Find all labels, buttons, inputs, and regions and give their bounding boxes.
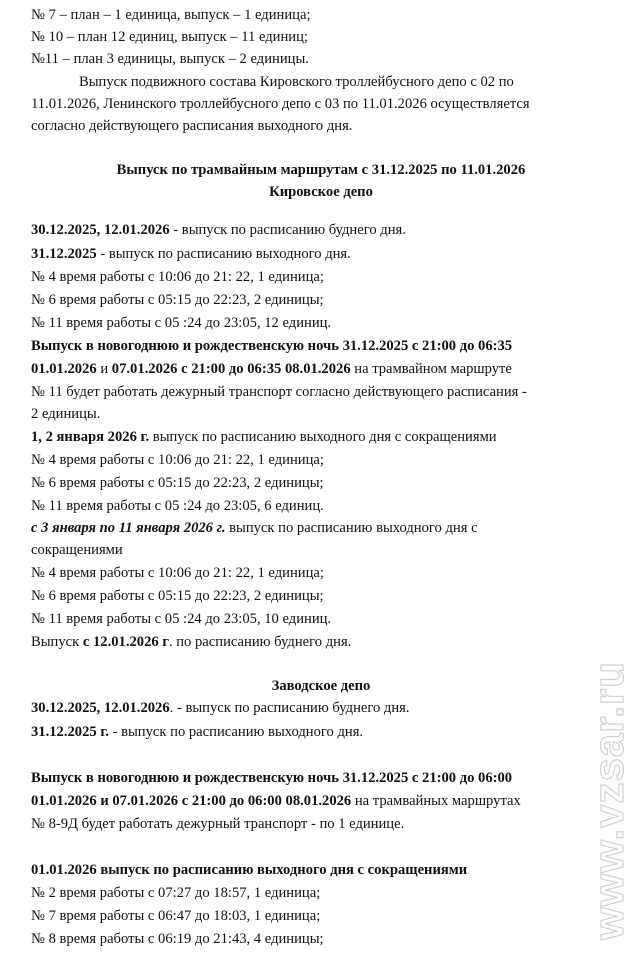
text-line: №11 – план 3 единицы, выпуск – 2 единицы. (31, 51, 309, 67)
text-line: 31.12.2025 г. - выпуск по расписанию выходного дня. (31, 724, 364, 740)
route-line: № 11 время работы с 05 :24 до 23:05, 12 единиц. (31, 315, 332, 331)
route-line: № 8 время работы с 06:19 до 21:43, 4 единицы; (31, 931, 324, 947)
text-line: 1, 2 января 2026 г. выпуск по расписанию выходного дня с сокращениями (31, 429, 497, 445)
route-line: № 4 время работы с 10:06 до 21: 22, 1 единица; (31, 452, 324, 468)
text-line: № 10 – план 12 единиц, выпуск – 11 единиц; (31, 29, 308, 45)
text-line: 01.01.2026 выпуск по расписанию выходного дня с сокращениями (31, 862, 468, 878)
paragraph-line: Выпуск подвижного состава Кировского троллейбусного депо с 02 по (79, 74, 514, 90)
text-line: сокращениями (31, 542, 123, 558)
route-line: № 6 время работы с 05:15 до 22:23, 2 единицы; (31, 588, 324, 604)
night-line: Выпуск в новогоднюю и рождественскую ночь 31.12.2025 с 21:00 до 06:35 (31, 338, 513, 354)
route-line: № 6 время работы с 05:15 до 22:23, 2 единицы; (31, 292, 324, 308)
section-heading: Выпуск по трамвайным маршрутам с 31.12.2025 по 11.01.2026 (116, 162, 526, 178)
route-line: № 2 время работы с 07:27 до 18:57, 1 единица; (31, 885, 321, 901)
text-line: 2 единицы. (31, 406, 101, 422)
night-line: 01.01.2026 и 07.01.2026 с 21:00 до 06:35 08.01.2026 на трамвайном маршруте (31, 361, 512, 377)
night-line: 01.01.2026 и 07.01.2026 с 21:00 до 06:00 08.01.2026 на трамвайных маршрутах (31, 793, 521, 809)
route-line: № 6 время работы с 05:15 до 22:23, 2 единицы; (31, 475, 324, 491)
watermark: www.vzsar.ru (585, 661, 632, 940)
text-line: № 7 – план – 1 единица, выпуск – 1 единица; (31, 7, 311, 23)
route-line: № 11 время работы с 05 :24 до 23:05, 6 единиц. (31, 498, 324, 514)
route-line: № 4 время работы с 10:06 до 21: 22, 1 единица; (31, 269, 324, 285)
text-line: № 11 будет работать дежурный транспорт согласно действующего расписания - (31, 384, 527, 400)
date-bold: 30.12.2025, 12.01.2026 (31, 222, 170, 238)
text-line: 30.12.2025, 12.01.2026. - выпуск по расписанию буднего дня. (31, 700, 410, 716)
depot-heading: Кировское депо (269, 184, 373, 200)
route-line: № 11 время работы с 05 :24 до 23:05, 10 единиц. (31, 611, 332, 627)
text-line: Выпуск с 12.01.2026 г. по расписанию буднего дня. (31, 634, 352, 650)
date-bold: 31.12.2025 (31, 246, 97, 262)
route-line: № 4 время работы с 10:06 до 21: 22, 1 единица; (31, 565, 324, 581)
text-line: № 8-9Д будет работать дежурный транспорт - по 1 единице. (31, 816, 405, 832)
text-line: 31.12.2025 - выпуск по расписанию выходного дня. (31, 246, 351, 262)
paragraph-line: согласно действующего расписания выходного дня. (31, 118, 353, 134)
text-line: 30.12.2025, 12.01.2026 - выпуск по расписанию буднего дня. (31, 222, 406, 238)
text-line: с 3 января по 11 января 2026 г. выпуск по расписанию выходного дня с (31, 520, 478, 536)
depot-heading: Заводское депо (271, 678, 371, 694)
night-line: Выпуск в новогоднюю и рождественскую ночь 31.12.2025 с 21:00 до 06:00 (31, 770, 513, 786)
route-line: № 7 время работы с 06:47 до 18:03, 1 единица; (31, 908, 321, 924)
paragraph-line: 11.01.2026, Ленинского троллейбусного депо с 03 по 11.01.2026 осуществляется (31, 96, 530, 112)
